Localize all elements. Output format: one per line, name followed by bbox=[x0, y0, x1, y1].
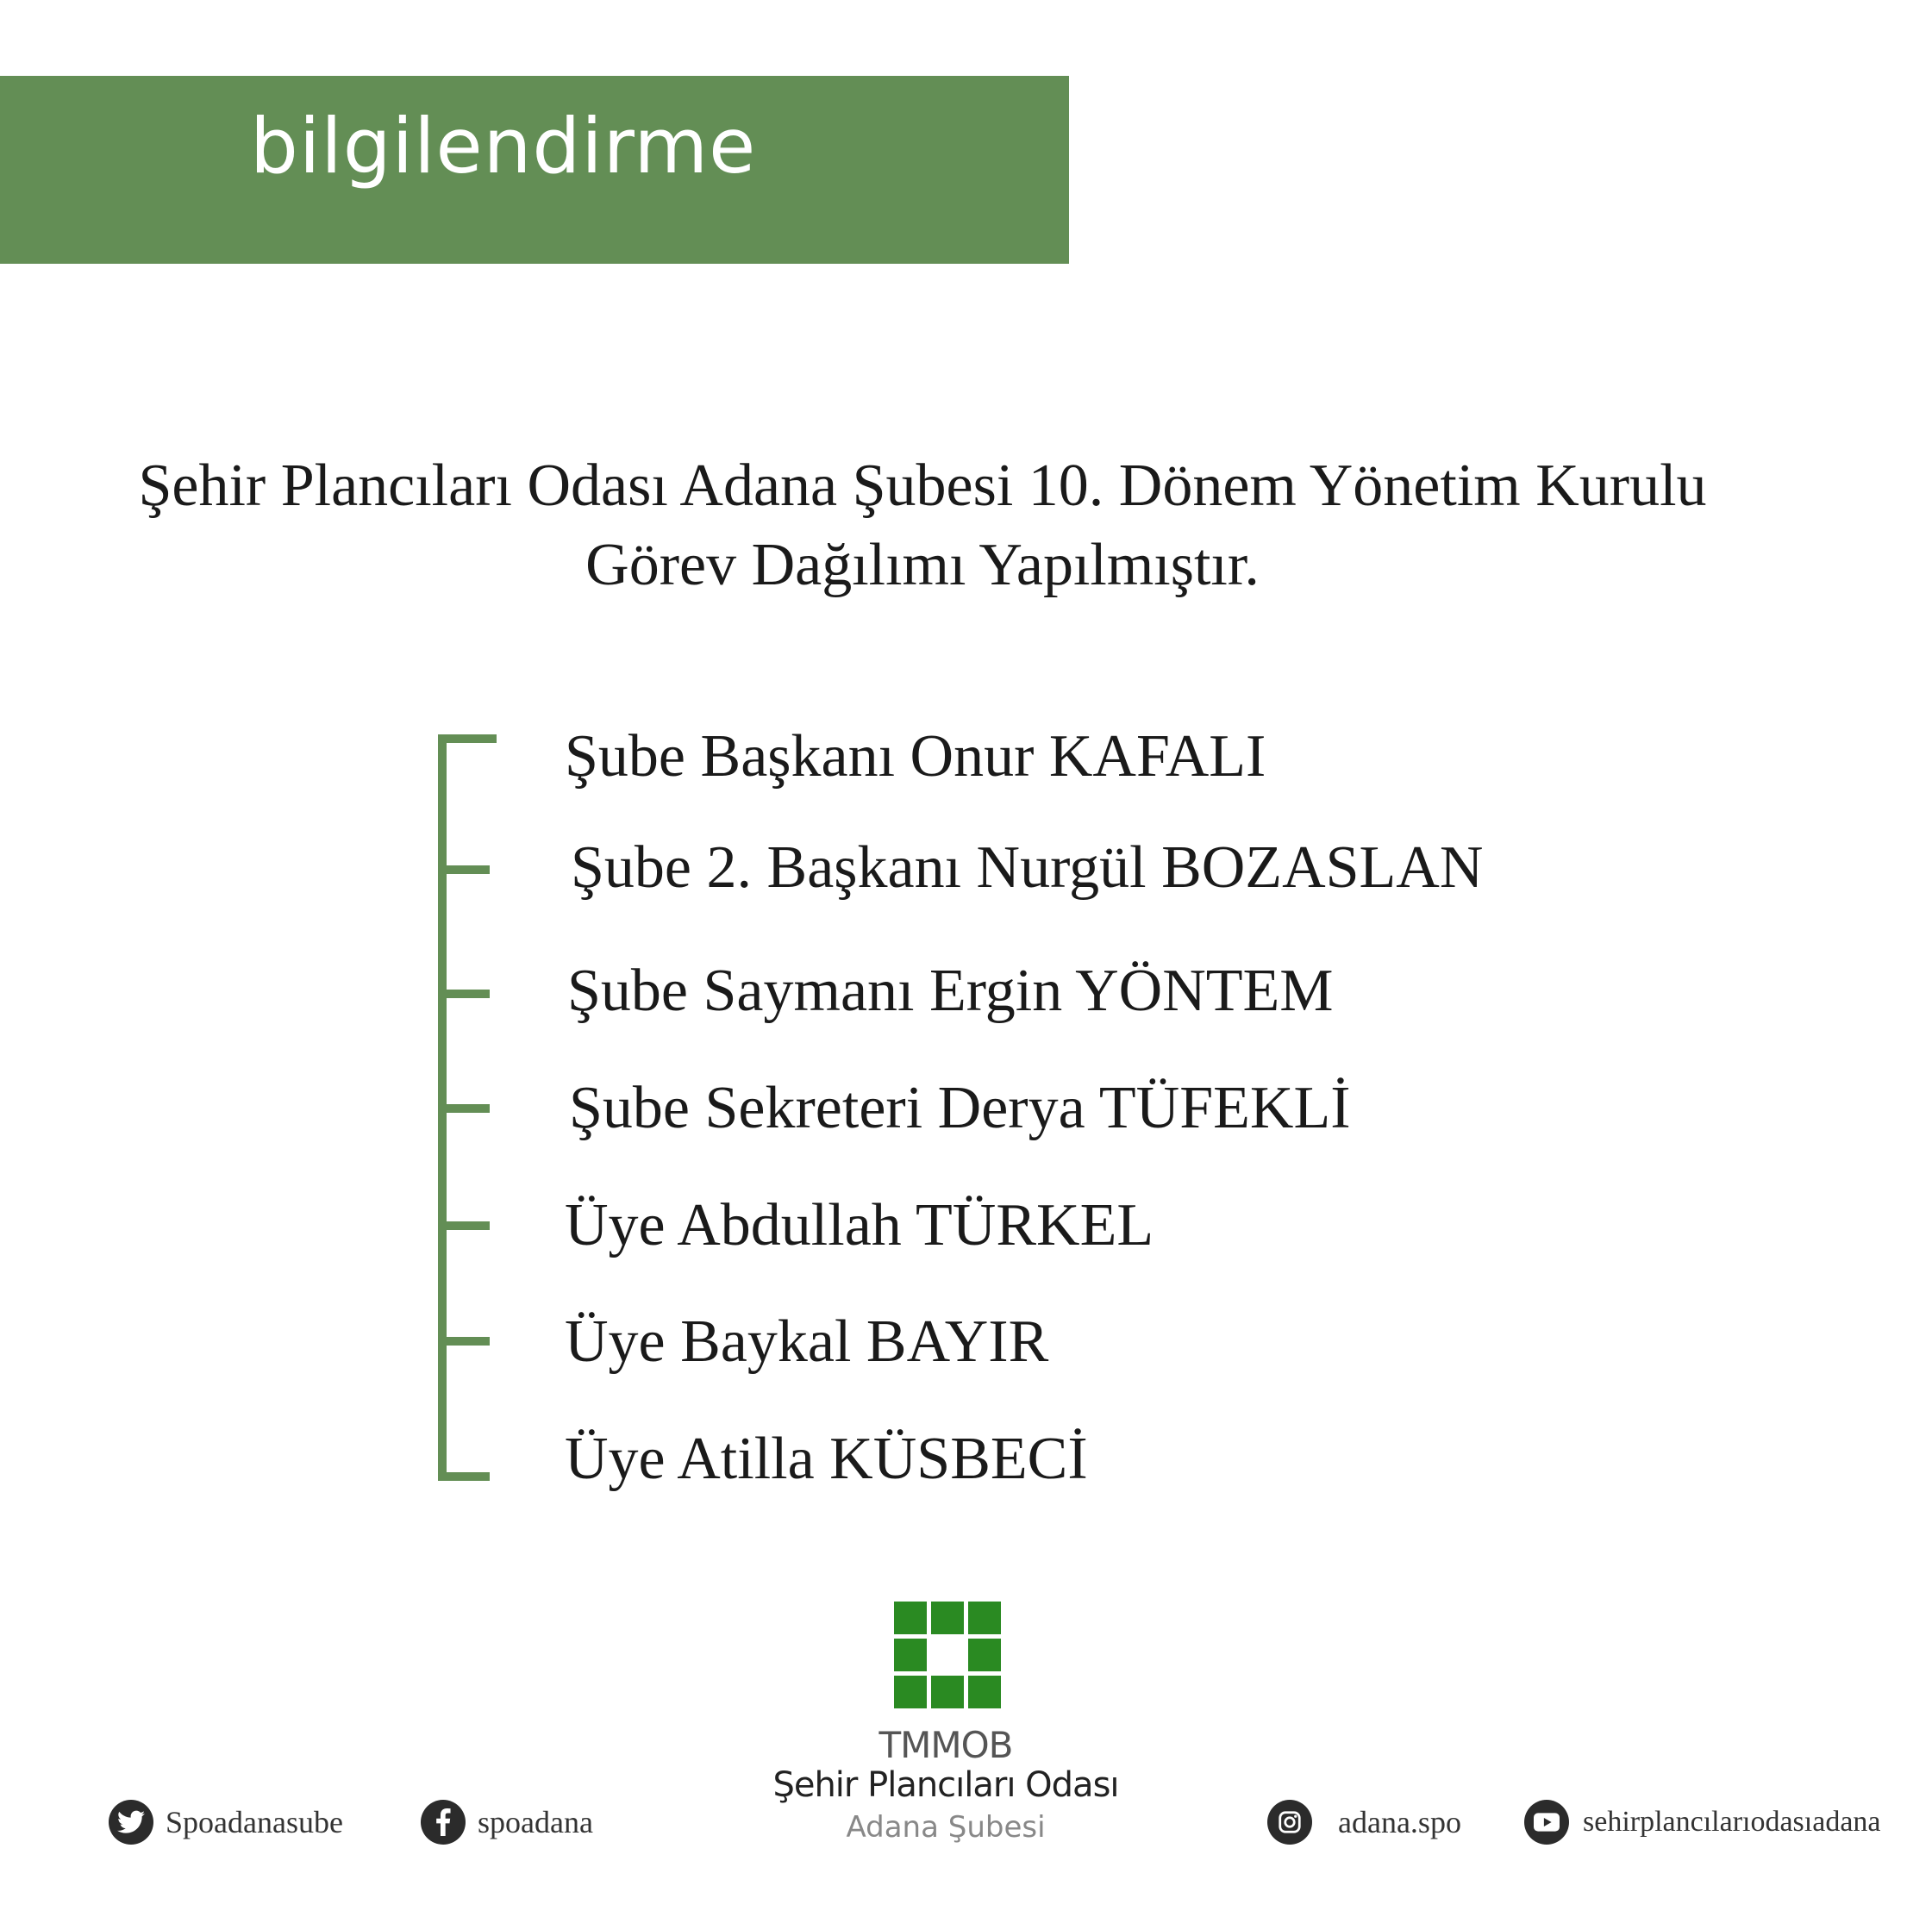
member-board: Üye Abdullah TÜRKEL bbox=[565, 1192, 1154, 1258]
logo-branch-name: Adana Şubesi bbox=[846, 1810, 1046, 1845]
instagram-icon bbox=[1267, 1800, 1312, 1845]
logo-grid-icon bbox=[894, 1602, 1001, 1708]
member-secretary: Şube Sekreteri Derya TÜFEKLİ bbox=[569, 1075, 1351, 1141]
youtube-channel: sehirplancılarıodasıadana bbox=[1583, 1806, 1881, 1838]
facebook-link[interactable] bbox=[421, 1800, 593, 1845]
bracket-tick bbox=[438, 990, 490, 998]
header-banner bbox=[0, 76, 1069, 264]
bracket-tick bbox=[438, 1104, 490, 1113]
twitter-handle: Spoadanasube bbox=[166, 1805, 343, 1839]
logo-tmmob-text: TMMOB bbox=[878, 1724, 1013, 1766]
facebook-handle: spoadana bbox=[478, 1805, 593, 1839]
bracket-tick bbox=[438, 1337, 490, 1346]
announcement-heading bbox=[52, 446, 1793, 605]
heading-line-1: Şehir Plancıları Odası Adana Şubesi 10. Dönem Yönetim Kurulu bbox=[138, 453, 1707, 519]
bracket-tick bbox=[438, 865, 490, 874]
twitter-link[interactable] bbox=[109, 1800, 343, 1845]
facebook-icon bbox=[421, 1800, 466, 1845]
bracket-tick bbox=[438, 1221, 490, 1230]
youtube-link[interactable] bbox=[1524, 1800, 1881, 1845]
banner-title: bilgilendirme bbox=[250, 102, 757, 190]
bracket-tick bbox=[438, 1472, 490, 1481]
member-branch-president: Şube Başkanı Onur KAFALI bbox=[565, 723, 1266, 790]
member-vice-president: Şube 2. Başkanı Nurgül BOZASLAN bbox=[571, 834, 1484, 901]
twitter-icon bbox=[109, 1800, 153, 1845]
instagram-link[interactable] bbox=[1267, 1800, 1461, 1845]
youtube-icon bbox=[1524, 1800, 1569, 1845]
tmmob-logo bbox=[760, 1593, 1131, 1860]
instagram-handle: adana.spo bbox=[1338, 1805, 1461, 1839]
bracket-tick bbox=[438, 734, 497, 743]
heading-line-2: Görev Dağılımı Yapılmıştır. bbox=[585, 532, 1260, 598]
logo-chamber-name: Şehir Plancıları Odası bbox=[772, 1765, 1119, 1805]
member-board: Üye Atilla KÜSBECİ bbox=[565, 1426, 1088, 1492]
member-board: Üye Baykal BAYIR bbox=[565, 1308, 1049, 1375]
member-treasurer: Şube Saymanı Ergin YÖNTEM bbox=[567, 958, 1334, 1024]
